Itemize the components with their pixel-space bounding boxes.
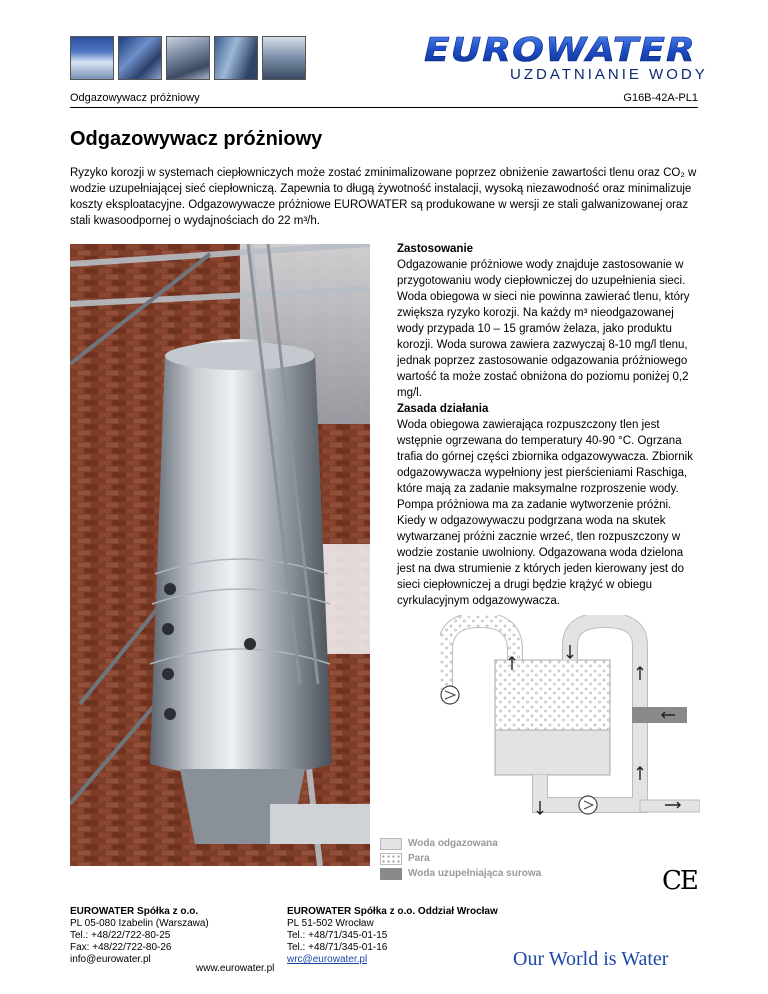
footer-tel: Tel.: +48/71/345-01-15: [287, 930, 388, 941]
legend-label: Para: [408, 853, 430, 864]
header-divider: [70, 107, 698, 108]
page-title: Odgazowywacz próżniowy: [70, 128, 323, 150]
ce-mark: CE: [662, 866, 697, 896]
footer-company: EUROWATER Spółka z o.o.: [70, 906, 199, 917]
footer-address: PL 05-080 Izabelin (Warszawa): [70, 918, 209, 929]
legend-item: [380, 851, 541, 866]
legend-item: [380, 836, 541, 851]
thumbnail-image: [166, 36, 210, 80]
footer-email[interactable]: info@eurowater.pl: [70, 954, 151, 965]
footer-address: PL 51-502 Wrocław: [287, 918, 374, 929]
footer-tel: Tel.: +48/22/722-80-25: [70, 930, 171, 941]
legend-swatch: [380, 868, 402, 880]
doc-code: G16B-42A-PL1: [623, 92, 698, 104]
footer-tel: Tel.: +48/71/345-01-16: [287, 942, 388, 953]
footer-address-wroclaw: [287, 906, 498, 966]
eurowater-logo: [420, 30, 700, 68]
legend-label: Woda odgazowana: [408, 838, 498, 849]
doc-header-title: Odgazowywacz próżniowy: [70, 92, 200, 104]
footer-fax: Fax: +48/22/722-80-26: [70, 942, 172, 953]
footer-email-link[interactable]: wrc@eurowater.pl: [287, 954, 368, 965]
thumbnail-image: [118, 36, 162, 80]
legend-swatch: [380, 853, 402, 865]
header-thumbnails: [70, 36, 306, 80]
slogan: Our World is Water: [513, 948, 669, 970]
section-text: Odgazowanie próżniowe wody znajduje zastosowanie w przygotowaniu wody ciepłowniczej do uzupełnienia sieci. Woda obiegowa w sieci nie powinna zawierać tlenu, który zwiększa ryzyko korozji. Na każdy m³ nieodgazowanej wody przypada 10 – 15 gramów żelaza, jako produktu korozji. Woda surowa zawiera zazwyczaj 8-10 mg/l tlenu, jednak poprzez zastosowanie odgazowania próżniowego wartość ta może zostać obniżona do poziomu poniżej 0,2 mg/l.: [397, 259, 690, 399]
section-zastosowanie: [397, 241, 702, 401]
footer-website[interactable]: www.eurowater.pl: [196, 963, 275, 974]
circulation-pump-icon: [579, 796, 597, 814]
thumbnail-image: [262, 36, 306, 80]
logo-text: EUROWATER: [424, 30, 696, 68]
section-zasada-dzialania: [397, 401, 702, 609]
section-heading: Zasada działania: [397, 403, 489, 415]
intro-paragraph: Ryzyko korozji w systemach ciepłowniczych może zostać zminimalizowane poprzez obniżenie zawartości tlenu oraz CO₂ w wodzie uzupełniającej sieć ciepłowniczą. Zapewnia to długą żywotność instalacji, wysoką niezawodność oraz minimalizuje koszty eksploatacyjne. Odgazowywacze próżniowe EUROWATER są produkowane w wersji ze stali galwanizowanej oraz stali kwasoodpornej o wydajnościach do 22 m³/h.: [70, 167, 697, 227]
legend-item: [380, 866, 541, 881]
legend-swatch: [380, 838, 402, 850]
section-text: Woda obiegowa zawierająca rozpuszczony tlen jest wstępnie ogrzewana do temperatury 40-90 °C. Ogrzana trafia do górnej części zbiornika odgazowywacza. Zbiornik odgazowywacza wypełniony jest pierścieniami Raschiga, które mają za zadanie maksymalne rozproszenie wody. Pompa próżniowa ma za zadanie wytworzenie próżni. Kiedy w odgazowywaczu podgrzana woda na skutek wytwarzanej próżni zacznie wrzeć, tlen rozpuszczony w wodzie zostanie uwolniony. Odgazowana woda dzielona jest na dwa strumienie z których jeden kierowany jest do sieci ciepłowniczej a drugi będzie krążyć w obiegu cyrkulacyjnym odgazowywacza.: [397, 419, 693, 607]
thumbnail-image: [70, 36, 114, 80]
footer-address-main: [70, 906, 209, 966]
section-heading: Zastosowanie: [397, 243, 474, 255]
degasser-photo: [70, 244, 370, 866]
logo-subtitle: UZDATNIANIE WODY: [510, 66, 708, 83]
legend-label: Woda uzupełniająca surowa: [408, 868, 542, 879]
diagram-legend: [380, 836, 541, 881]
process-diagram: [440, 615, 700, 815]
footer-company: EUROWATER Spółka z o.o. Oddział Wrocław: [287, 906, 498, 917]
thumbnail-image: [214, 36, 258, 80]
